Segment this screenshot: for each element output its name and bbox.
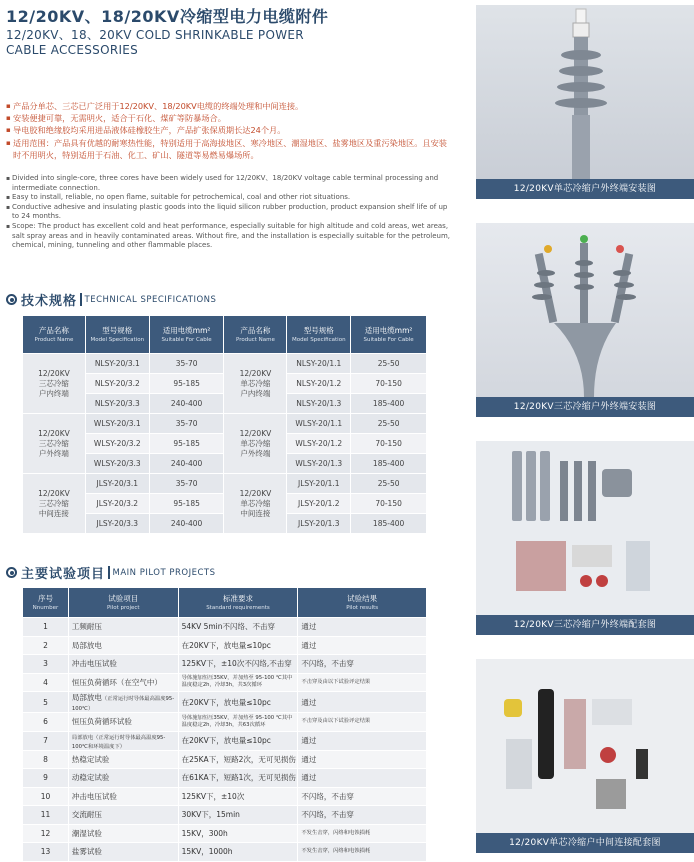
pilot-row	[23, 713, 427, 732]
spec-cable-size: 185-400	[351, 514, 427, 534]
pilot-standard: 30KV下，15min	[178, 806, 298, 825]
spec-cable-size: 25-50	[351, 354, 427, 374]
spec-cable-size: 185-400	[351, 454, 427, 474]
pilot-row	[23, 655, 427, 674]
pilot-result: 不击穿及由以下试验评定结果	[298, 673, 427, 692]
pilot-title-en: MAIN PILOT PROJECTS	[112, 567, 216, 578]
photo-column	[476, 0, 694, 854]
tech-spec-title-en: TECHNICAL SPECIFICATIONS	[84, 294, 217, 305]
spec-header-cell: 产品名称 Product Name	[23, 316, 86, 354]
pilot-project	[68, 655, 178, 674]
pilot-number: 3	[23, 655, 69, 674]
pilot-standard: 15KV，300h	[178, 824, 298, 843]
pilot-row	[23, 843, 427, 862]
spec-cable-size: 35-70	[149, 354, 224, 374]
pilot-project-text: 动稳定试验	[71, 773, 110, 783]
three-core-kit-image	[476, 441, 694, 615]
pilot-project	[68, 618, 178, 637]
spec-model: WLSY-20/1.3	[287, 454, 351, 474]
spec-product-name: 12/20KV 单芯冷缩 户内终端	[224, 354, 287, 414]
single-core-joint-kit-image	[476, 659, 694, 833]
pilot-header-cell: 序号 Nnumber	[23, 588, 69, 618]
pilot-project-text: 局部放电	[71, 640, 102, 650]
spec-cable-size: 70-150	[351, 434, 427, 454]
desc-cn-item: ▪ 产品分单芯、三芯已广泛用于12/20KV、18/20KV电缆的终端处理和中间连接。	[8, 100, 453, 112]
spec-model: WLSY-20/1.1	[287, 414, 351, 434]
spec-cable-size: 25-50	[351, 414, 427, 434]
pilot-number: 6	[23, 713, 69, 732]
spec-model: JLSY-20/3.2	[85, 494, 149, 514]
spec-header-cell: 适用电缆mm² Suitable For Cable	[149, 316, 224, 354]
pilot-row	[23, 769, 427, 788]
pilot-project-text: 冲击电压试验	[71, 659, 117, 669]
photo-caption: 12/20KV单芯冷缩户中间连接配套图	[476, 833, 694, 853]
subtitle-line-2: CABLE ACCESSORIES	[6, 43, 139, 57]
desc-en-item: ▪ Easy to install, reliable, no open flame, suitable for petrochemical, coal and other riot situations.	[8, 193, 453, 203]
pilot-standard: 导体施加恒压35KV，并加热至 95-100 ℃其中温度稳定2h，冷却3h，共63次循环	[178, 713, 298, 732]
spec-product-name: 12/20KV 三芯冷缩 中间连接	[23, 474, 86, 534]
pilot-result: 不发生击穿，闪络和电蚀损耗	[298, 824, 427, 843]
pilot-project	[68, 824, 178, 843]
spec-row	[23, 474, 427, 494]
description-en	[8, 174, 453, 251]
pilot-row	[23, 806, 427, 825]
subtitle-line-1: 12/20KV、18、20KV COLD SHRINKABLE POWER	[6, 28, 304, 42]
pilot-result: 通过	[298, 731, 427, 750]
spec-model: WLSY-20/1.2	[287, 434, 351, 454]
spec-cable-size: 240-400	[149, 394, 224, 414]
photo-caption: 12/20KV三芯冷缩户外终端配套图	[476, 615, 694, 635]
tech-spec-title-cn: 技术规格	[21, 294, 78, 309]
pilot-standard: 导体施加恒压35KV，并加热至 95-100 ℃其中温度稳定2h，冷却3h，共3次循环	[178, 673, 298, 692]
page-title: 12/20KV、18/20KV冷缩型电力电缆附件	[6, 7, 329, 26]
pilot-number: 11	[23, 806, 69, 825]
pilot-number: 8	[23, 750, 69, 769]
pilot-project-text: 工频耐压	[71, 622, 102, 632]
spec-cable-size: 25-50	[351, 474, 427, 494]
three-core-terminal-image	[476, 223, 694, 397]
pilot-project-text: 潮湿试验	[71, 828, 102, 838]
photo-caption: 12/20KV三芯冷缩户外终端安装图	[476, 397, 694, 417]
spec-model: WLSY-20/3.3	[85, 454, 149, 474]
spec-model: NLSY-20/1.2	[287, 374, 351, 394]
section-bullet-icon	[6, 294, 17, 305]
pilot-number: 4	[23, 673, 69, 692]
spec-header-cell: 型号规格 Model Specification	[287, 316, 351, 354]
spec-cable-size: 185-400	[351, 394, 427, 414]
spec-product-name: 12/20KV 单芯冷缩 户外终端	[224, 414, 287, 474]
desc-cn-item: ▪ 安装便捷可靠，无需明火，适合于石化、煤矿等防暴场合。	[8, 112, 453, 124]
photo-card	[476, 659, 694, 853]
spec-cable-size: 35-70	[149, 474, 224, 494]
pilot-number: 7	[23, 731, 69, 750]
pilot-standard: 125KV下，±10次不闪络,不击穿	[178, 655, 298, 674]
pilot-project-text: 局部放电（正常运行时导体最高温度95-100℃和环境温度下）	[71, 734, 166, 750]
desc-cn-item: ▪ 适用范围：产品具有优越的耐寒热性能，特别适用于高海拔地区、寒冷地区、潮湿地区、盐雾地区及重污染地区。且安装时不用明火，特别适用于石油、化工、矿山、隧道等易燃易爆场所。	[8, 137, 453, 161]
spec-model: WLSY-20/3.1	[85, 414, 149, 434]
spec-model: JLSY-20/3.1	[85, 474, 149, 494]
pilot-result: 不闪络，不击穿	[298, 806, 427, 825]
section-bullet-icon	[6, 567, 17, 578]
spec-cable-size: 70-150	[351, 374, 427, 394]
pilot-row	[23, 692, 427, 713]
spec-cable-size: 95-185	[149, 494, 224, 514]
pilot-project	[68, 806, 178, 825]
pilot-project-text: 恒压负荷循环（在空气中）	[71, 677, 162, 687]
spec-cable-size: 70-150	[351, 494, 427, 514]
spec-table	[22, 315, 427, 534]
pilot-project	[68, 636, 178, 655]
spec-cable-size: 35-70	[149, 414, 224, 434]
pilot-number: 5	[23, 692, 69, 713]
pilot-project-text: 恒压负荷循环试验	[71, 717, 132, 727]
pilot-row	[23, 787, 427, 806]
pilot-number: 1	[23, 618, 69, 637]
divider	[80, 293, 82, 306]
pilot-project-text: 冲击电压试验	[71, 791, 117, 801]
pilot-row	[23, 673, 427, 692]
pilot-result: 不闪络，不击穿	[298, 655, 427, 674]
spec-cable-size: 95-185	[149, 434, 224, 454]
photo-card	[476, 5, 694, 199]
spec-model: NLSY-20/1.1	[287, 354, 351, 374]
pilot-project-text: 盐雾试验	[71, 847, 102, 857]
pilot-heading	[6, 563, 216, 582]
pilot-number: 2	[23, 636, 69, 655]
pilot-standard: 15KV，1000h	[178, 843, 298, 862]
pilot-result: 通过	[298, 636, 427, 655]
desc-cn-item: ▪ 导电胶和绝缘胶均采用进品液体硅橡胶生产，产品扩张保质期长达24个月。	[8, 124, 453, 136]
pilot-number: 13	[23, 843, 69, 862]
pilot-project	[68, 787, 178, 806]
divider	[108, 566, 110, 579]
pilot-standard: 125KV下，±10次	[178, 787, 298, 806]
pilot-standard: 在20KV下，放电量≤10pc	[178, 636, 298, 655]
pilot-standard: 在25KA下，短路2次，无可见损伤	[178, 750, 298, 769]
pilot-number: 10	[23, 787, 69, 806]
pilot-result: 不击穿及由以下试验评定结果	[298, 713, 427, 732]
pilot-standard: 在20KV下，放电量≤10pc	[178, 731, 298, 750]
pilot-result: 不发生击穿，闪络和电蚀损耗	[298, 843, 427, 862]
spec-model: NLSY-20/3.2	[85, 374, 149, 394]
desc-en-item: ▪ Conductive adhesive and insulating plastic goods into the liquid silicon rubber production, product expansion shelf life of up to 24 months.	[8, 203, 453, 222]
pilot-row	[23, 731, 427, 750]
tech-spec-heading	[6, 290, 216, 309]
spec-row	[23, 354, 427, 374]
pilot-row	[23, 636, 427, 655]
pilot-project	[68, 673, 178, 692]
desc-en-item: ▪ Divided into single-core, three cores have been widely used for 12/20KV、18/20KV voltage cable terminal processing and intermediate connection.	[8, 174, 453, 193]
spec-header-row	[23, 316, 427, 354]
spec-cable-size: 95-185	[149, 374, 224, 394]
pilot-project-text: 热稳定试验	[71, 754, 110, 764]
pilot-result: 不闪络，不击穿	[298, 787, 427, 806]
desc-en-item: ▪ Scope: The product has excellent cold and heat performance, especially suitable for high altitude and cold areas, wet areas, salt spray areas and in heavily contaminated areas. Without fire, and the installation is especially suitable for the petroleum, chemical, mining, tunneling and other flammable places.	[8, 222, 453, 251]
spec-header-cell: 型号规格 Model Specification	[85, 316, 149, 354]
spec-cable-size: 240-400	[149, 514, 224, 534]
spec-model: WLSY-20/3.2	[85, 434, 149, 454]
pilot-result: 通过	[298, 769, 427, 788]
pilot-number: 9	[23, 769, 69, 788]
spec-model: JLSY-20/1.2	[287, 494, 351, 514]
pilot-header-row	[23, 588, 427, 618]
pilot-project	[68, 713, 178, 732]
pilot-standard: 在61KA下，短路1次，无可见损伤	[178, 769, 298, 788]
pilot-number: 12	[23, 824, 69, 843]
spec-header-cell: 产品名称 Product Name	[224, 316, 287, 354]
pilot-row	[23, 824, 427, 843]
pilot-result: 通过	[298, 692, 427, 713]
spec-product-name: 12/20KV 单芯冷缩 中间连接	[224, 474, 287, 534]
pilot-project	[68, 731, 178, 750]
spec-product-name: 12/20KV 三芯冷缩 户外终端	[23, 414, 86, 474]
pilot-standard: 在20KV下，放电量≤10pc	[178, 692, 298, 713]
description-cn	[8, 100, 453, 161]
page-subtitle	[6, 28, 304, 58]
photo-card	[476, 441, 694, 635]
pilot-standard: 54KV 5min不闪络、不击穿	[178, 618, 298, 637]
spec-header-cell: 适用电缆mm² Suitable For Cable	[351, 316, 427, 354]
pilot-project	[68, 750, 178, 769]
photo-caption: 12/20KV单芯冷缩户外终端安装图	[476, 179, 694, 199]
pilot-project-text: 交流耐压	[71, 810, 102, 820]
pilot-row	[23, 618, 427, 637]
spec-model: JLSY-20/3.3	[85, 514, 149, 534]
pilot-project-note: （正常运行时导体最高温度95-100℃）	[71, 696, 175, 712]
spec-cable-size: 240-400	[149, 454, 224, 474]
pilot-row	[23, 750, 427, 769]
spec-model: NLSY-20/3.3	[85, 394, 149, 414]
spec-model: JLSY-20/1.1	[287, 474, 351, 494]
spec-row	[23, 414, 427, 434]
pilot-project	[68, 769, 178, 788]
spec-model: NLSY-20/3.1	[85, 354, 149, 374]
single-core-terminal-image	[476, 5, 694, 179]
pilot-project	[68, 692, 178, 713]
spec-model: NLSY-20/1.3	[287, 394, 351, 414]
pilot-header-cell: 标准要求 Standard requirements	[178, 588, 298, 618]
spec-product-name: 12/20KV 三芯冷缩 户内终端	[23, 354, 86, 414]
pilot-result: 通过	[298, 750, 427, 769]
pilot-header-cell: 试验项目 Pilot project	[68, 588, 178, 618]
photo-card	[476, 223, 694, 417]
pilot-result: 通过	[298, 618, 427, 637]
pilot-project	[68, 843, 178, 862]
pilot-title-cn: 主要试验项目	[21, 567, 106, 582]
pilot-table	[22, 587, 427, 862]
pilot-project-text: 局部放电	[71, 693, 102, 702]
pilot-header-cell: 试验结果 Pilot results	[298, 588, 427, 618]
spec-model: JLSY-20/1.3	[287, 514, 351, 534]
